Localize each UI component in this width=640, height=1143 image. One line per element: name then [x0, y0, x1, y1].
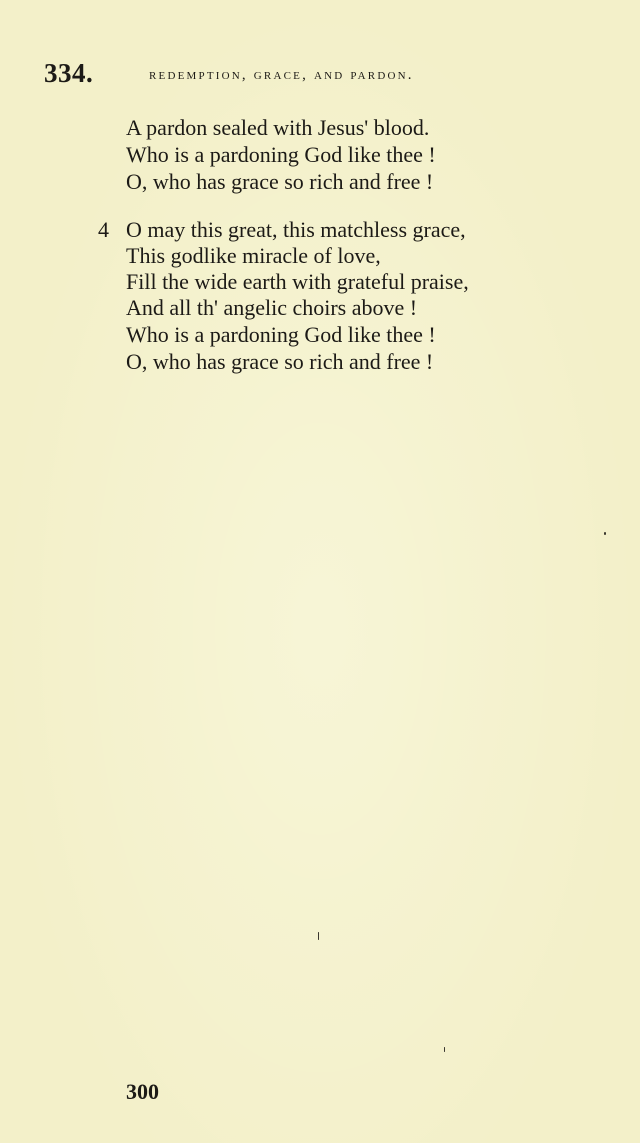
paper-speck [318, 932, 319, 940]
verse-line: Who is a pardoning God like thee ! [126, 142, 436, 167]
verse-line: O may this great, this matchless grace, [126, 217, 466, 242]
verse-line: O, who has grace so rich and free ! [126, 349, 434, 374]
paper-speck [604, 532, 606, 535]
verse-line: O, who has grace so rich and free ! [126, 169, 434, 194]
stanza-number: 4 [98, 217, 109, 242]
verse-line: Fill the wide earth with grateful praise, [126, 269, 469, 294]
hymn-number: 334. [44, 58, 94, 88]
verse-line: And all th' angelic choirs above ! [126, 295, 418, 320]
page-number: 300 [126, 1079, 159, 1104]
verse-line: This godlike miracle of love, [126, 243, 381, 268]
verse-line: A pardon sealed with Jesus' blood. [126, 115, 430, 140]
verse-line: Who is a pardoning God like thee ! [126, 322, 436, 347]
paper-speck [444, 1047, 445, 1052]
running-title: redemption, grace, and pardon. [149, 67, 414, 83]
